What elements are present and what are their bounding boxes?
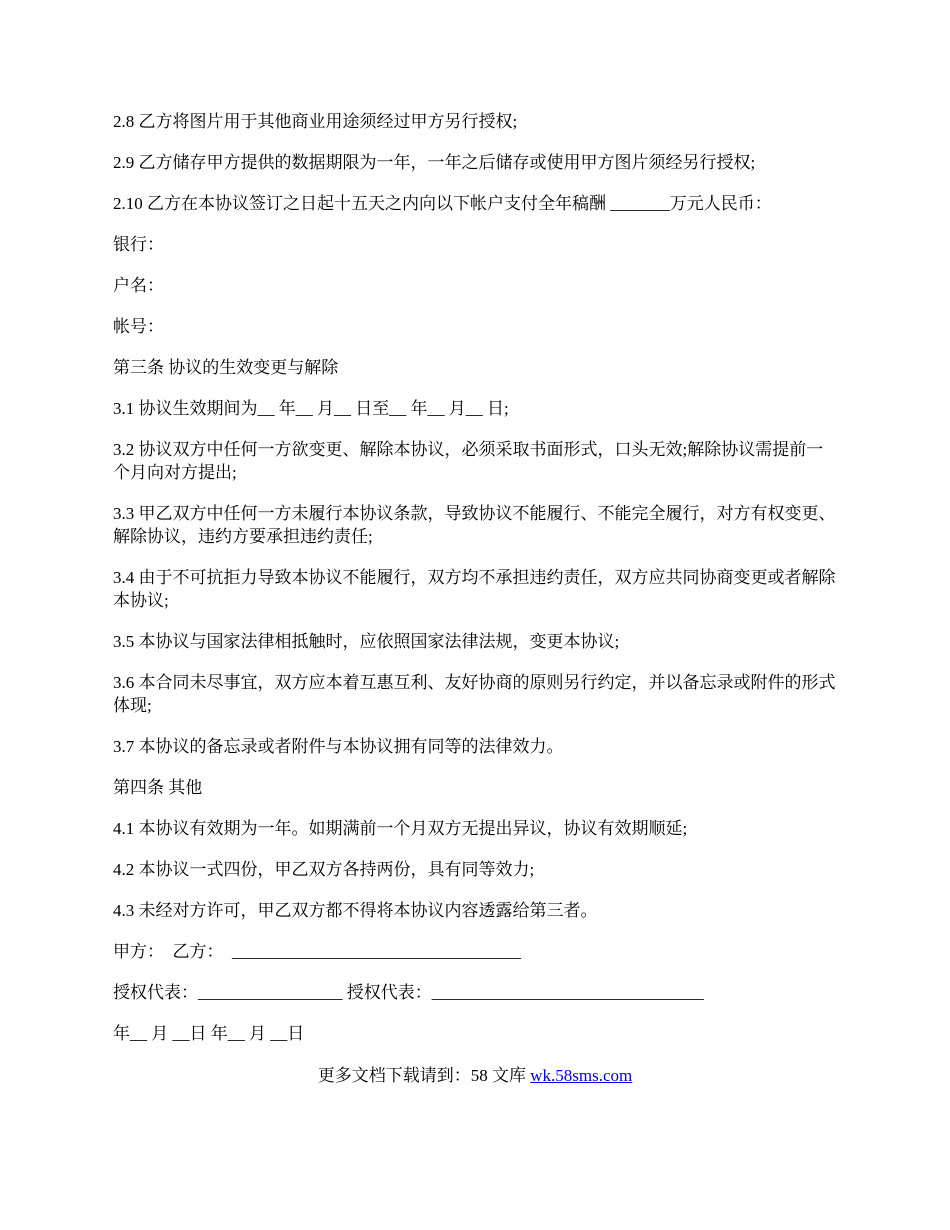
clause-3-5: 3.5 本协议与国家法律相抵触时，应依照国家法律法规，变更本协议; xyxy=(113,632,620,651)
signature-dates-line: 年__ 月 __日 年__ 月 __日 xyxy=(113,1024,305,1043)
clause-2-10: 2.10 乙方在本协议签订之日起十五天之内向以下帐户支付全年稿酬 _______万元人民币： xyxy=(113,194,772,213)
document-body xyxy=(113,110,838,1045)
clause-3-6: 3.6 本合同未尽事宜，双方应本着互惠互利、友好协商的原则另行约定，并以备忘录或附件的形式体现; xyxy=(113,673,836,715)
footer-text: 更多文档下载请到：58 文库 xyxy=(317,1066,531,1085)
account-number-line: 帐号： xyxy=(113,317,164,336)
clause-4-2: 4.2 本协议一式四份，甲乙双方各持两份，具有同等效力; xyxy=(113,860,535,879)
footer-download-note xyxy=(0,1064,950,1087)
article-3-heading: 第三条 协议的生效变更与解除 xyxy=(113,358,339,377)
clause-3-3: 3.3 甲乙双方中任何一方未履行本协议条款，导致协议不能履行、不能完全履行，对方有权变更、解除协议，违约方要承担违约责任; xyxy=(113,504,836,546)
clause-3-4: 3.4 由于不可抗拒力导致本协议不能履行，双方均不承担违约责任，双方应共同协商变更或者解除本协议; xyxy=(113,568,836,610)
clause-4-1: 4.1 本协议有效期为一年。如期满前一个月双方无提出异议，协议有效期顺延; xyxy=(113,819,688,838)
clause-2-8: 2.8 乙方将图片用于其他商业用途须经过甲方另行授权; xyxy=(113,112,518,131)
bank-line: 银行： xyxy=(113,235,164,254)
account-name-line: 户名： xyxy=(113,276,164,295)
clause-2-9: 2.9 乙方储存甲方提供的数据期限为一年，一年之后储存或使用甲方图片须经另行授权; xyxy=(113,153,756,172)
clause-4-3: 4.3 未经对方许可，甲乙双方都不得将本协议内容透露给第三者。 xyxy=(113,901,598,920)
footer-website-link[interactable]: wk.58sms.com xyxy=(530,1066,633,1085)
clause-3-1: 3.1 协议生效期间为__ 年__ 月__ 日至__ 年__ 月__ 日; xyxy=(113,399,509,418)
representatives-signature-line: 授权代表：_________________ 授权代表：________________________________ xyxy=(113,983,704,1002)
article-4-heading: 第四条 其他 xyxy=(113,778,203,797)
clause-3-2: 3.2 协议双方中任何一方欲变更、解除本协议，必须采取书面形式，口头无效;解除协议需提前一个月向对方提出; xyxy=(113,440,824,482)
parties-signature-line: 甲方： 乙方： __________________________________ xyxy=(113,942,521,961)
clause-3-7: 3.7 本协议的备忘录或者附件与本协议拥有同等的法律效力。 xyxy=(113,737,564,756)
